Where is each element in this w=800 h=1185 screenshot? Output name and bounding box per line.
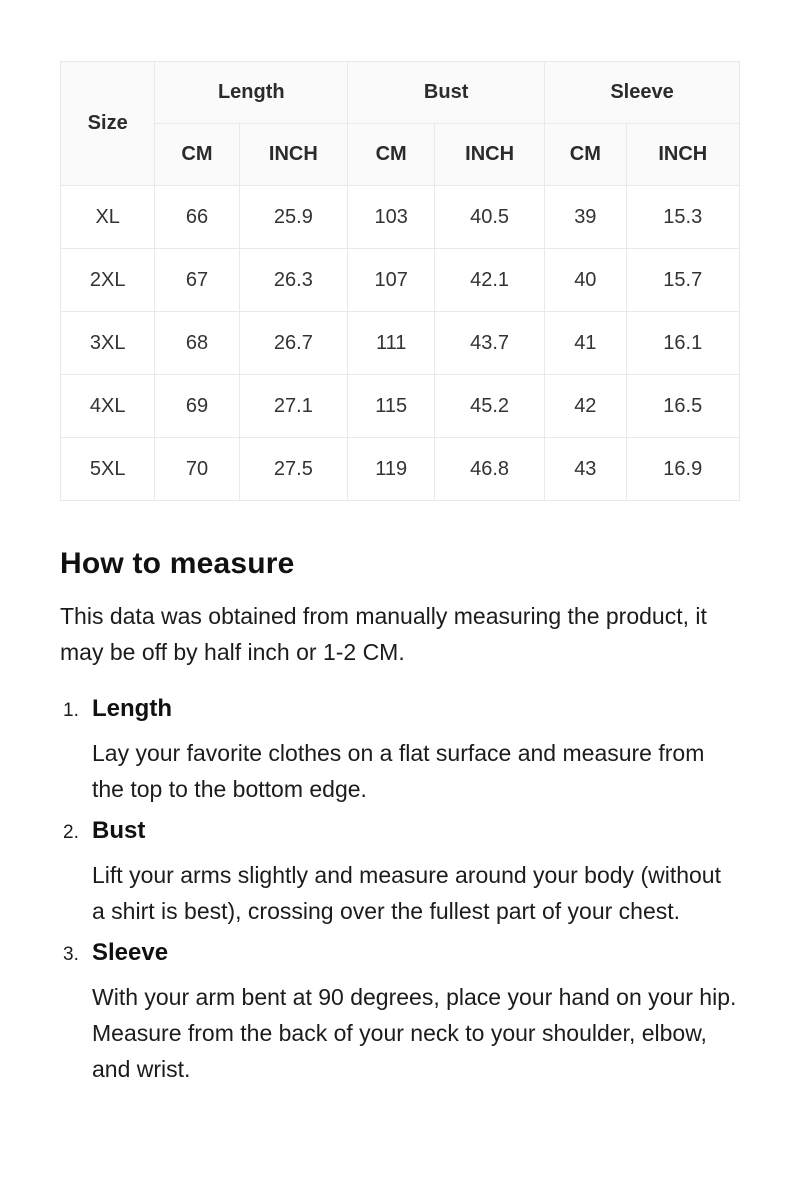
value-cell: 41 [545,312,626,375]
how-to-measure-heading: How to measure [60,547,295,580]
step-description: Lay your favorite clothes on a flat surface and measure from the top to the bottom edge. [92,740,705,802]
value-cell: 40.5 [435,186,545,249]
table-header-row-units [61,124,740,186]
size-cell: 2XL [61,249,155,312]
unit-header-bust-inch: INCH [435,124,545,186]
value-cell: 25.9 [239,186,348,249]
value-cell: 69 [155,375,239,438]
table-row [61,186,740,249]
step-title-bust: Bust [92,817,146,844]
size-cell: XL [61,186,155,249]
value-cell: 119 [348,438,435,501]
value-cell: 43 [545,438,626,501]
value-cell: 111 [348,312,435,375]
size-cell: 5XL [61,438,155,501]
list-item [60,695,740,807]
step-header [60,695,740,723]
step-title-length: Length [92,695,172,722]
column-group-length: Length [155,62,348,124]
size-cell: 3XL [61,312,155,375]
value-cell: 42.1 [435,249,545,312]
list-item [60,939,740,1087]
value-cell: 16.9 [626,438,739,501]
table-row [61,249,740,312]
value-cell: 26.7 [239,312,348,375]
value-cell: 67 [155,249,239,312]
value-cell: 26.3 [239,249,348,312]
step-title-sleeve: Sleeve [92,939,169,966]
value-cell: 68 [155,312,239,375]
value-cell: 45.2 [435,375,545,438]
step-header [60,817,740,845]
how-to-measure-intro: This data was obtained from manually measuring the product, it may be off by half inch or 1-2 CM. [60,603,707,665]
value-cell: 16.5 [626,375,739,438]
step-number: 3. [63,944,79,965]
value-cell: 15.7 [626,249,739,312]
step-header [60,939,740,967]
value-cell: 16.1 [626,312,739,375]
table-row [61,375,740,438]
measurement-steps-list [60,695,740,1087]
list-item [60,817,740,929]
value-cell: 66 [155,186,239,249]
value-cell: 27.5 [239,438,348,501]
table-header-row-groups [61,62,740,124]
value-cell: 115 [348,375,435,438]
table-row [61,438,740,501]
unit-header-length-inch: INCH [239,124,348,186]
size-chart-table [60,61,740,501]
column-header-size: Size [61,62,155,186]
value-cell: 70 [155,438,239,501]
value-cell: 43.7 [435,312,545,375]
value-cell: 103 [348,186,435,249]
step-number: 2. [63,822,79,843]
column-group-bust: Bust [348,62,545,124]
column-group-sleeve: Sleeve [545,62,740,124]
table-row [61,312,740,375]
value-cell: 40 [545,249,626,312]
value-cell: 15.3 [626,186,739,249]
unit-header-sleeve-cm: CM [545,124,626,186]
unit-header-length-cm: CM [155,124,239,186]
value-cell: 107 [348,249,435,312]
value-cell: 42 [545,375,626,438]
step-description: Lift your arms slightly and measure around your body (without a shirt is best), crossing over the fullest part of your chest. [92,862,721,924]
unit-header-bust-cm: CM [348,124,435,186]
step-number: 1. [63,700,79,721]
value-cell: 27.1 [239,375,348,438]
value-cell: 46.8 [435,438,545,501]
value-cell: 39 [545,186,626,249]
size-cell: 4XL [61,375,155,438]
step-description: With your arm bent at 90 degrees, place your hand on your hip. Measure from the back of your neck to your shoulder, elbow, and wrist. [92,984,737,1082]
unit-header-sleeve-inch: INCH [626,124,739,186]
